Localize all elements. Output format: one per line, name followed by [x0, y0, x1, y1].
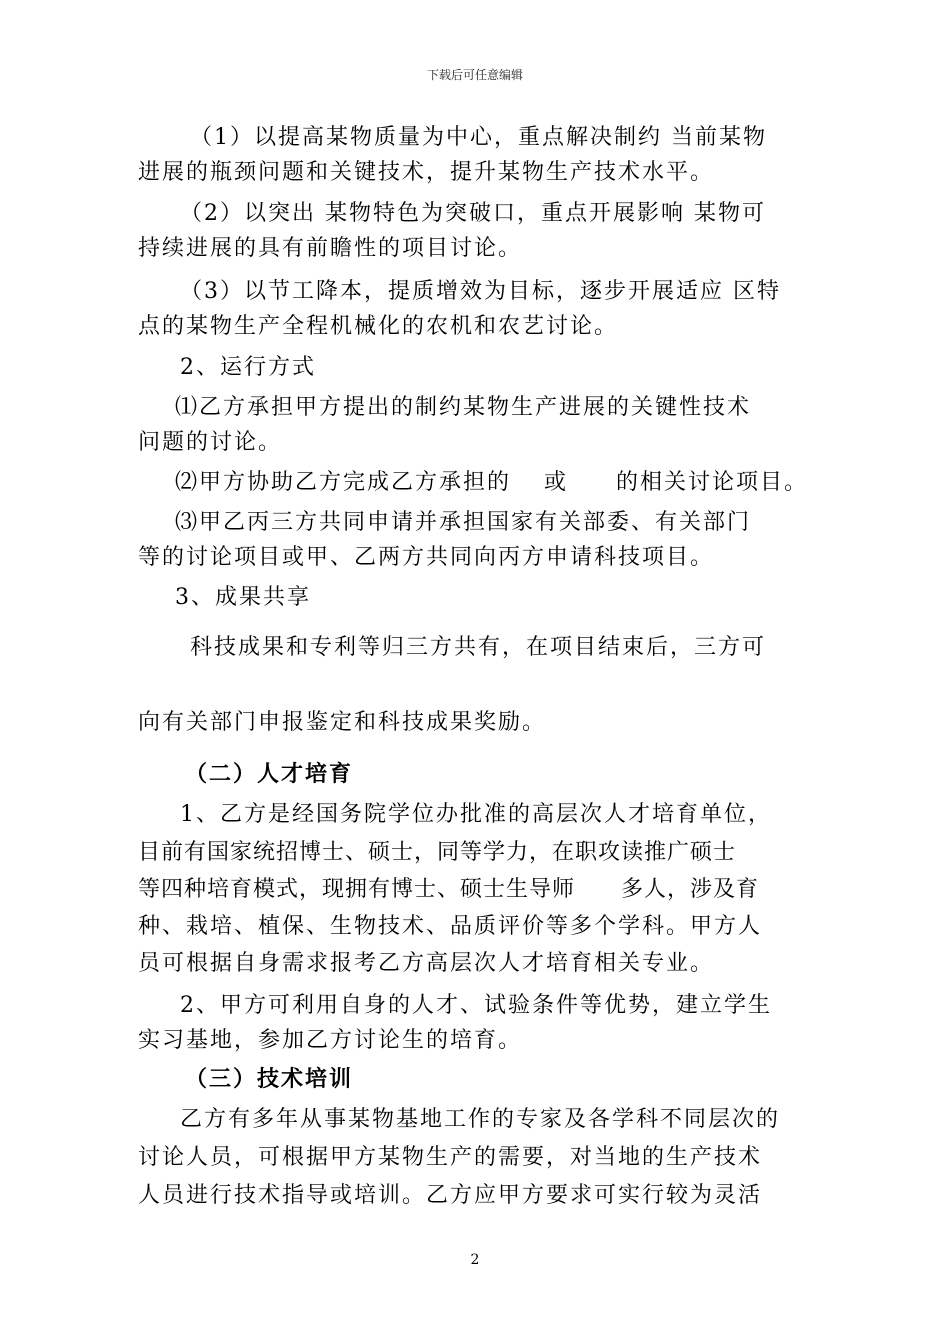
paragraph-line: 乙方有多年从事某物基地工作的专家及各学科不同层次的: [180, 1107, 781, 1132]
section-heading: （二）人才培育: [185, 761, 354, 787]
paragraph-line: （2）以突出 某物特色为突破口，重点开展影响 某物可: [180, 201, 766, 226]
paragraph-line: （3）以节工降本，提质增效为目标，逐步开展适应 区特: [180, 279, 781, 304]
paragraph-line: ⑶甲乙丙三方共同申请并承担国家有关部委、有关部门: [175, 510, 752, 535]
paragraph-line: 目前有国家统招博士、硕士，同等学力，在职攻读推广硕士: [138, 840, 737, 865]
paragraph-line: ⑵甲方协助乙方完成乙方承担的 或 的相关讨论项目。: [175, 470, 808, 495]
paragraph-line: 讨论人员，可根据甲方某物生产的需要，对当地的生产技术: [138, 1145, 763, 1170]
paragraph-line: 向有关部门申报鉴定和科技成果奖励。: [138, 710, 547, 735]
header-note: 下载后可任意编辑: [426, 68, 523, 82]
paragraph-line: 持续进展的具有前瞻性的项目讨论。: [138, 236, 523, 261]
paragraph-line: 人员进行技术指导或培训。乙方应甲方要求可实行较为灵活: [138, 1183, 763, 1208]
section-subheading: 3、成果共享: [175, 585, 311, 610]
page-number: 2: [470, 1252, 480, 1268]
paragraph-line: 1、乙方是经国务院学位办批准的高层次人才培育单位，: [180, 802, 772, 827]
paragraph-line: （1）以提高某物质量为中心，重点解决制约 当前某物: [190, 125, 767, 150]
paragraph-line: 进展的瓶颈问题和关键技术，提升某物生产技术水平。: [138, 160, 715, 185]
paragraph-line: 问题的讨论。: [138, 430, 283, 455]
paragraph-line: 科技成果和专利等归三方共有，在项目结束后，三方可: [190, 635, 767, 660]
paragraph-line: 2、甲方可利用自身的人才、试验条件等优势，建立学生: [180, 993, 772, 1018]
paragraph-line: 等的讨论项目或甲、乙两方共同向丙方申请科技项目。: [138, 545, 715, 570]
paragraph-line: 员可根据自身需求报考乙方高层次人才培育相关专业。: [138, 951, 715, 976]
paragraph-line: 点的某物生产全程机械化的农机和农艺讨论。: [138, 314, 619, 339]
paragraph-line: 种、栽培、植保、生物技术、品质评价等多个学科。甲方人: [138, 914, 763, 939]
paragraph-line: 等四种培育模式，现拥有博士、硕士生导师 多人，涉及育: [138, 877, 760, 902]
paragraph-line: 实习基地，参加乙方讨论生的培育。: [138, 1028, 523, 1053]
section-subheading: 2、运行方式: [180, 355, 316, 380]
paragraph-line: ⑴乙方承担甲方提出的制约某物生产进展的关键性技术: [175, 395, 752, 420]
section-heading: （三）技术培训: [185, 1066, 354, 1092]
